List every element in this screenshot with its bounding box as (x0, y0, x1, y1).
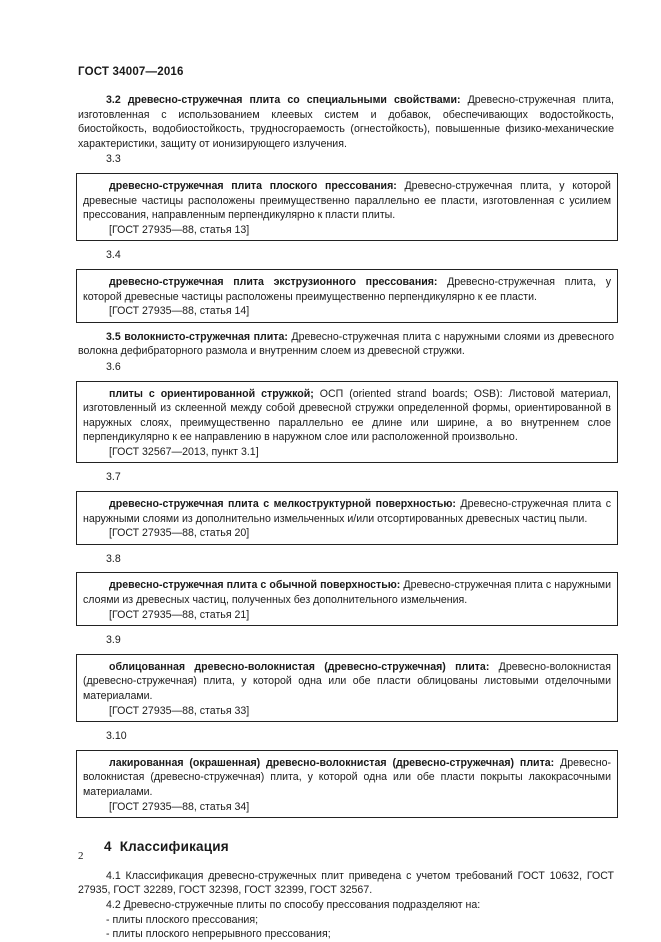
list-item: - плиты плоского непрерывного прессования; (106, 928, 331, 941)
clause-number-3-10: 3.10 (106, 730, 127, 743)
definition-3-10: Древесно-волокнистая (древесно-стружечная) плита, у которой одна или обе пласти покрыты лакокрасочными материалами. (83, 756, 611, 798)
definition-3-5: Древесно-стружечная плита с наружными слоями из древесного волокна дефибраторного размола и внутренним слоем из древесной стружки. (78, 330, 614, 358)
document-content (78, 93, 614, 942)
term-3-5: 3.5 волокнисто-стружечная плита: (106, 330, 288, 343)
definition-box-3-9 (76, 654, 618, 722)
definition-3-8: Древесно-стружечная плита с наружными слоями из древесных частиц, полученных без дополнительного измельчения. (83, 579, 611, 607)
page-number: 2 (78, 850, 84, 862)
clause-number-3-8: 3.8 (106, 552, 121, 565)
paragraph-3-5 (78, 330, 614, 359)
term-3-4: древесно-стружечная плита экструзионного прессования: (109, 275, 438, 288)
source-ref-3-9: [ГОСТ 27935—88, статья 33] (109, 704, 250, 717)
clause-number-3-3: 3.3 (106, 153, 121, 166)
clause-number-3-7: 3.7 (106, 471, 121, 484)
term-3-7: древесно-стружечная плита с мелкоструктурной поверхностью: (109, 498, 456, 511)
document-header: ГОСТ 34007—2016 (78, 66, 184, 78)
term-3-2: 3.2 древесно-стружечная плита со специальными свойствами: (106, 94, 461, 106)
paragraph-3-2 (78, 93, 614, 151)
paragraph-4-1: 4.1 Классификация древесно-стружечных плит приведена с учетом требований ГОСТ 10632, ГОСТ 27935, ГОСТ 32289, ГОСТ 32398, ГОСТ 32399, ГОСТ 32567. (78, 869, 614, 897)
source-ref-3-4: [ГОСТ 27935—88, статья 14] (109, 305, 250, 318)
term-3-6: плиты с ориентированной стружкой; (109, 387, 314, 400)
paragraph-4-2: 4.2 Древесно-стружечные плиты по способу прессования подразделяют на: (106, 898, 481, 911)
definition-3-7: Древесно-стружечная плита с наружными слоями из дополнительно измельченных и/или отсортированных древесных частиц пыли. (83, 498, 611, 525)
section-number: 4 (104, 839, 112, 855)
source-ref-3-7: [ГОСТ 27935—88, статья 20] (109, 527, 250, 540)
source-ref-3-6: [ГОСТ 32567—2013, пункт 3.1] (109, 445, 259, 458)
section-heading (104, 840, 614, 855)
definition-box-3-8 (76, 572, 618, 626)
definition-box-3-6 (76, 381, 618, 464)
definition-box-3-10 (76, 750, 618, 818)
definition-box-3-7 (76, 491, 618, 545)
term-3-8: древесно-стружечная плита с обычной поверхностью: (109, 579, 401, 592)
term-3-10: лакированная (окрашенная) древесно-волокнистая (древесно-стружечная) плита: (109, 756, 555, 769)
term-3-9: облицованная древесно-волокнистая (древесно-стружечная) плита: (109, 660, 490, 673)
term-3-3: древесно-стружечная плита плоского прессования: (109, 179, 397, 192)
clause-number-3-6: 3.6 (106, 360, 121, 373)
section-title: Классификация (119, 839, 229, 855)
definition-3-3: Древесно-стружечная плита, у которой древесные частицы расположены преимущественно параллельно ее пласти, изготовленная с усилием прессования, направленным перпендикулярно к пласти плиты. (83, 179, 611, 222)
clause-number-3-4: 3.4 (106, 249, 121, 262)
definition-3-2: Древесно-стружечная плита, изготовленная с использованием клеевых систем и добавок, обеспечивающих водостойкость, биостойкость, водобиостойкость, трудносгораемость (огнестойкость), повышенные физико-механические характеристики, защиту от ионизирующего излучения. (78, 94, 614, 150)
definition-box-3-3 (76, 173, 618, 241)
definition-box-3-4 (76, 269, 618, 323)
source-ref-3-3: [ГОСТ 27935—88, статья 13] (109, 223, 250, 236)
definition-3-6: ОСП (oriented strand boards; OSB): Листовой материал, изготовленный из склеенной между собой древесной стружки определенной формы, ориентированной в наружных слоях, преимущественно параллельно ее длине или ширине, а во внутреннем слое перпендикулярно к ее направлению в наружном слое или расположенной произвольно. (83, 387, 612, 444)
definition-3-4: Древесно-стружечная плита, у которой древесные частицы расположены преимущественно перпендикулярно к ее пласти. (83, 275, 611, 303)
clause-number-3-9: 3.9 (106, 634, 121, 647)
source-ref-3-8: [ГОСТ 27935—88, статья 21] (109, 608, 250, 621)
definition-3-9: Древесно-волокнистая (древесно-стружечная) плита, у которой одна или обе пласти облицованы листовыми отделочными материалами. (83, 660, 611, 702)
source-ref-3-10: [ГОСТ 27935—88, статья 34] (109, 800, 250, 813)
list-item: - плиты плоского прессования; (106, 913, 259, 926)
